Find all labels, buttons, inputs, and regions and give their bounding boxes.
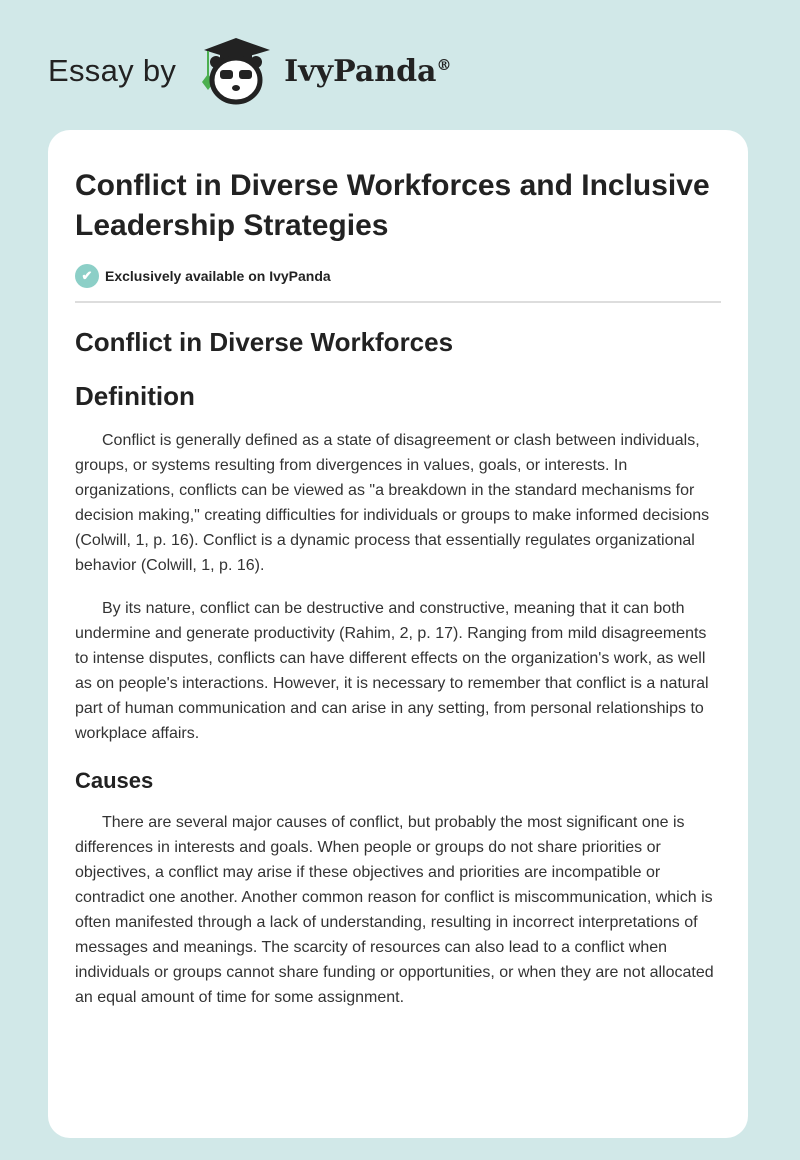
essay-card — [48, 130, 748, 1138]
essay-by-label: Essay by — [48, 53, 177, 88]
definition-heading: Definition — [75, 381, 195, 411]
site-header — [48, 36, 452, 106]
section-title: Conflict in Diverse Workforces — [75, 327, 454, 357]
paragraph: There are several major causes of conflict, but probably the most significant one is differences in interests and goals. When people or groups do not share priorities or objectives, a conflict may arise if these objectives and priorities are incompatible or contradict one another. Another common reason for conflict is miscommunication, which is often manifested through a lack of understanding, resulting in incorrect interpretations of messages and meanings. The scarcity of resources can also lead to a conflict when individuals or groups cannot share funding or opportunities, or when they are not allocated an equal amount of time for some assignment. — [75, 814, 714, 1006]
exclusive-label: Exclusively available on IvyPanda — [105, 268, 331, 284]
causes-heading: Causes — [75, 768, 154, 793]
exclusive-badge — [75, 264, 721, 288]
essay-title: Conflict in Diverse Workforces and Inclusive Leadership Strategies — [75, 169, 710, 242]
paragraph: Conflict is generally defined as a state of disagreement or clash between individuals, groups, or systems resulting from divergences in values, goals, or interests. In organizations, conflicts can be viewed as "a breakdown in the standard mechanisms for decision making," creating difficulties for individuals or groups to make informed decisions (Colwill, 1, p. 16). Conflict is a dynamic process that essentially regulates organizational behavior (Colwill, 1, p. 16). — [75, 432, 710, 574]
divider — [75, 301, 721, 303]
panda-logo-icon[interactable] — [194, 36, 276, 106]
brand-text: IvyPanda — [284, 53, 437, 89]
brand-name[interactable] — [284, 54, 451, 89]
registered-mark: ® — [436, 55, 452, 74]
check-icon: ✔ — [75, 264, 99, 288]
paragraph: By its nature, conflict can be destructive and constructive, meaning that it can both undermine and generate productivity (Rahim, 2, p. 17). Ranging from mild disagreements to intense disputes, conflicts can have different effects on the organization's work, as well as on people's interactions. However, it is necessary to remember that conflict is a natural part of human communication and can arise in any setting, from personal relationships to workplace affairs. — [75, 600, 709, 742]
